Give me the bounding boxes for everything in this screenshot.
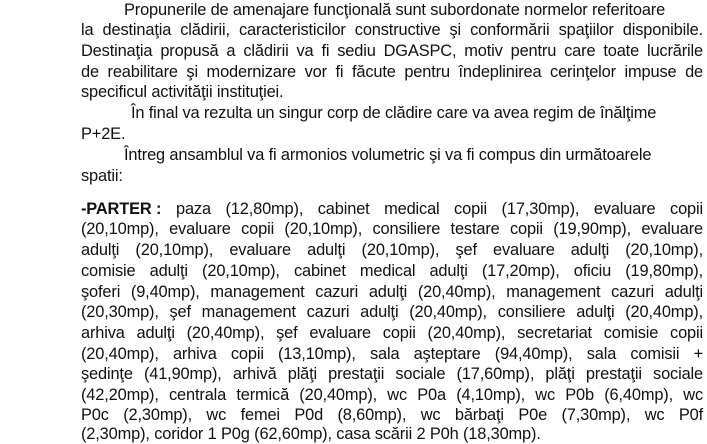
- parter-line-10: (42,20mp), centrala termică (20,40mp), wc P0a (4,10mp), wc P0b (6,40mp), wc: [81, 386, 703, 404]
- parter-line-4: comisie adulţi (20,10mp), cabinet medical adulţi (17,20mp), oficiu (19,80mp),: [81, 262, 703, 280]
- paragraph-1-line-3: Destinaţia propusă a clădirii va fi sediu DGASPC, motiv pentru care toate lucrările: [81, 42, 703, 60]
- parter-line-5: şoferi (9,40mp), management cazuri adulţi (20,40mp), management cazuri adulţi: [81, 283, 703, 301]
- parter-line-8: (20,40mp), arhiva copii (13,10mp), sala aşteptare (94,40mp), sala comisii +: [81, 345, 703, 363]
- parter-line-7: arhiva adulţi (20,40mp), şef evaluare copii (20,40mp), secretariat comisie copii: [81, 324, 703, 342]
- paragraph-1-line-2: la destinaţia clădirii, caracteristicilor constructive şi conformării spaţiilor disponibile.: [81, 21, 703, 39]
- parter-line-11: P0c (2,30mp), wc femei P0d (8,60mp), wc bărbaţi P0e (7,30mp), wc P0f: [81, 406, 703, 424]
- parter-heading: -PARTER :: [81, 200, 162, 218]
- parter-line-1: paza (12,80mp), cabinet medical copii (17,30mp), evaluare copii: [176, 200, 703, 218]
- paragraph-3-line-1: Întreg ansamblul va fi armonios volumetric şi va fi compus din următoarele: [124, 146, 652, 164]
- paragraph-1-line-1: Propunerile de amenajare funcţională sunt subordonate normelor referitoare: [124, 1, 666, 19]
- paragraph-2-line-1: În final va rezulta un singur corp de clădire care va avea regim de înălţime: [131, 104, 657, 122]
- paragraph-3-line-2: spatii:: [81, 167, 123, 185]
- parter-line-6: (20,30mp), şef management cazuri adulţi (20,40mp), consiliere adulţi (20,40mp),: [81, 303, 703, 321]
- paragraph-1-line-5: specificul activităţii instituţiei.: [81, 83, 284, 101]
- parter-line-9: şedinţe (41,90mp), arhivă plăţi prestaţii sociale (17,60mp), plăţi prestaţii sociale: [81, 365, 703, 383]
- parter-line-3: adulţi (20,10mp), evaluare adulţi (20,10mp), şef evaluare adulţi (20,10mp),: [81, 241, 703, 259]
- parter-line-12: (2,30mp), coridor 1 P0g (62,60mp), casa scării 2 P0h (18,30mp).: [81, 425, 541, 443]
- paragraph-2-line-2: P+2E.: [81, 125, 126, 143]
- parter-line-2: (20,10mp), evaluare copii (20,10mp), consiliere testare copii (19,90mp), evaluare: [81, 220, 703, 238]
- paragraph-1-line-4: de reabilitare şi modernizare vor fi făcute pentru îndeplinirea cerinţelor impuse de: [81, 63, 703, 81]
